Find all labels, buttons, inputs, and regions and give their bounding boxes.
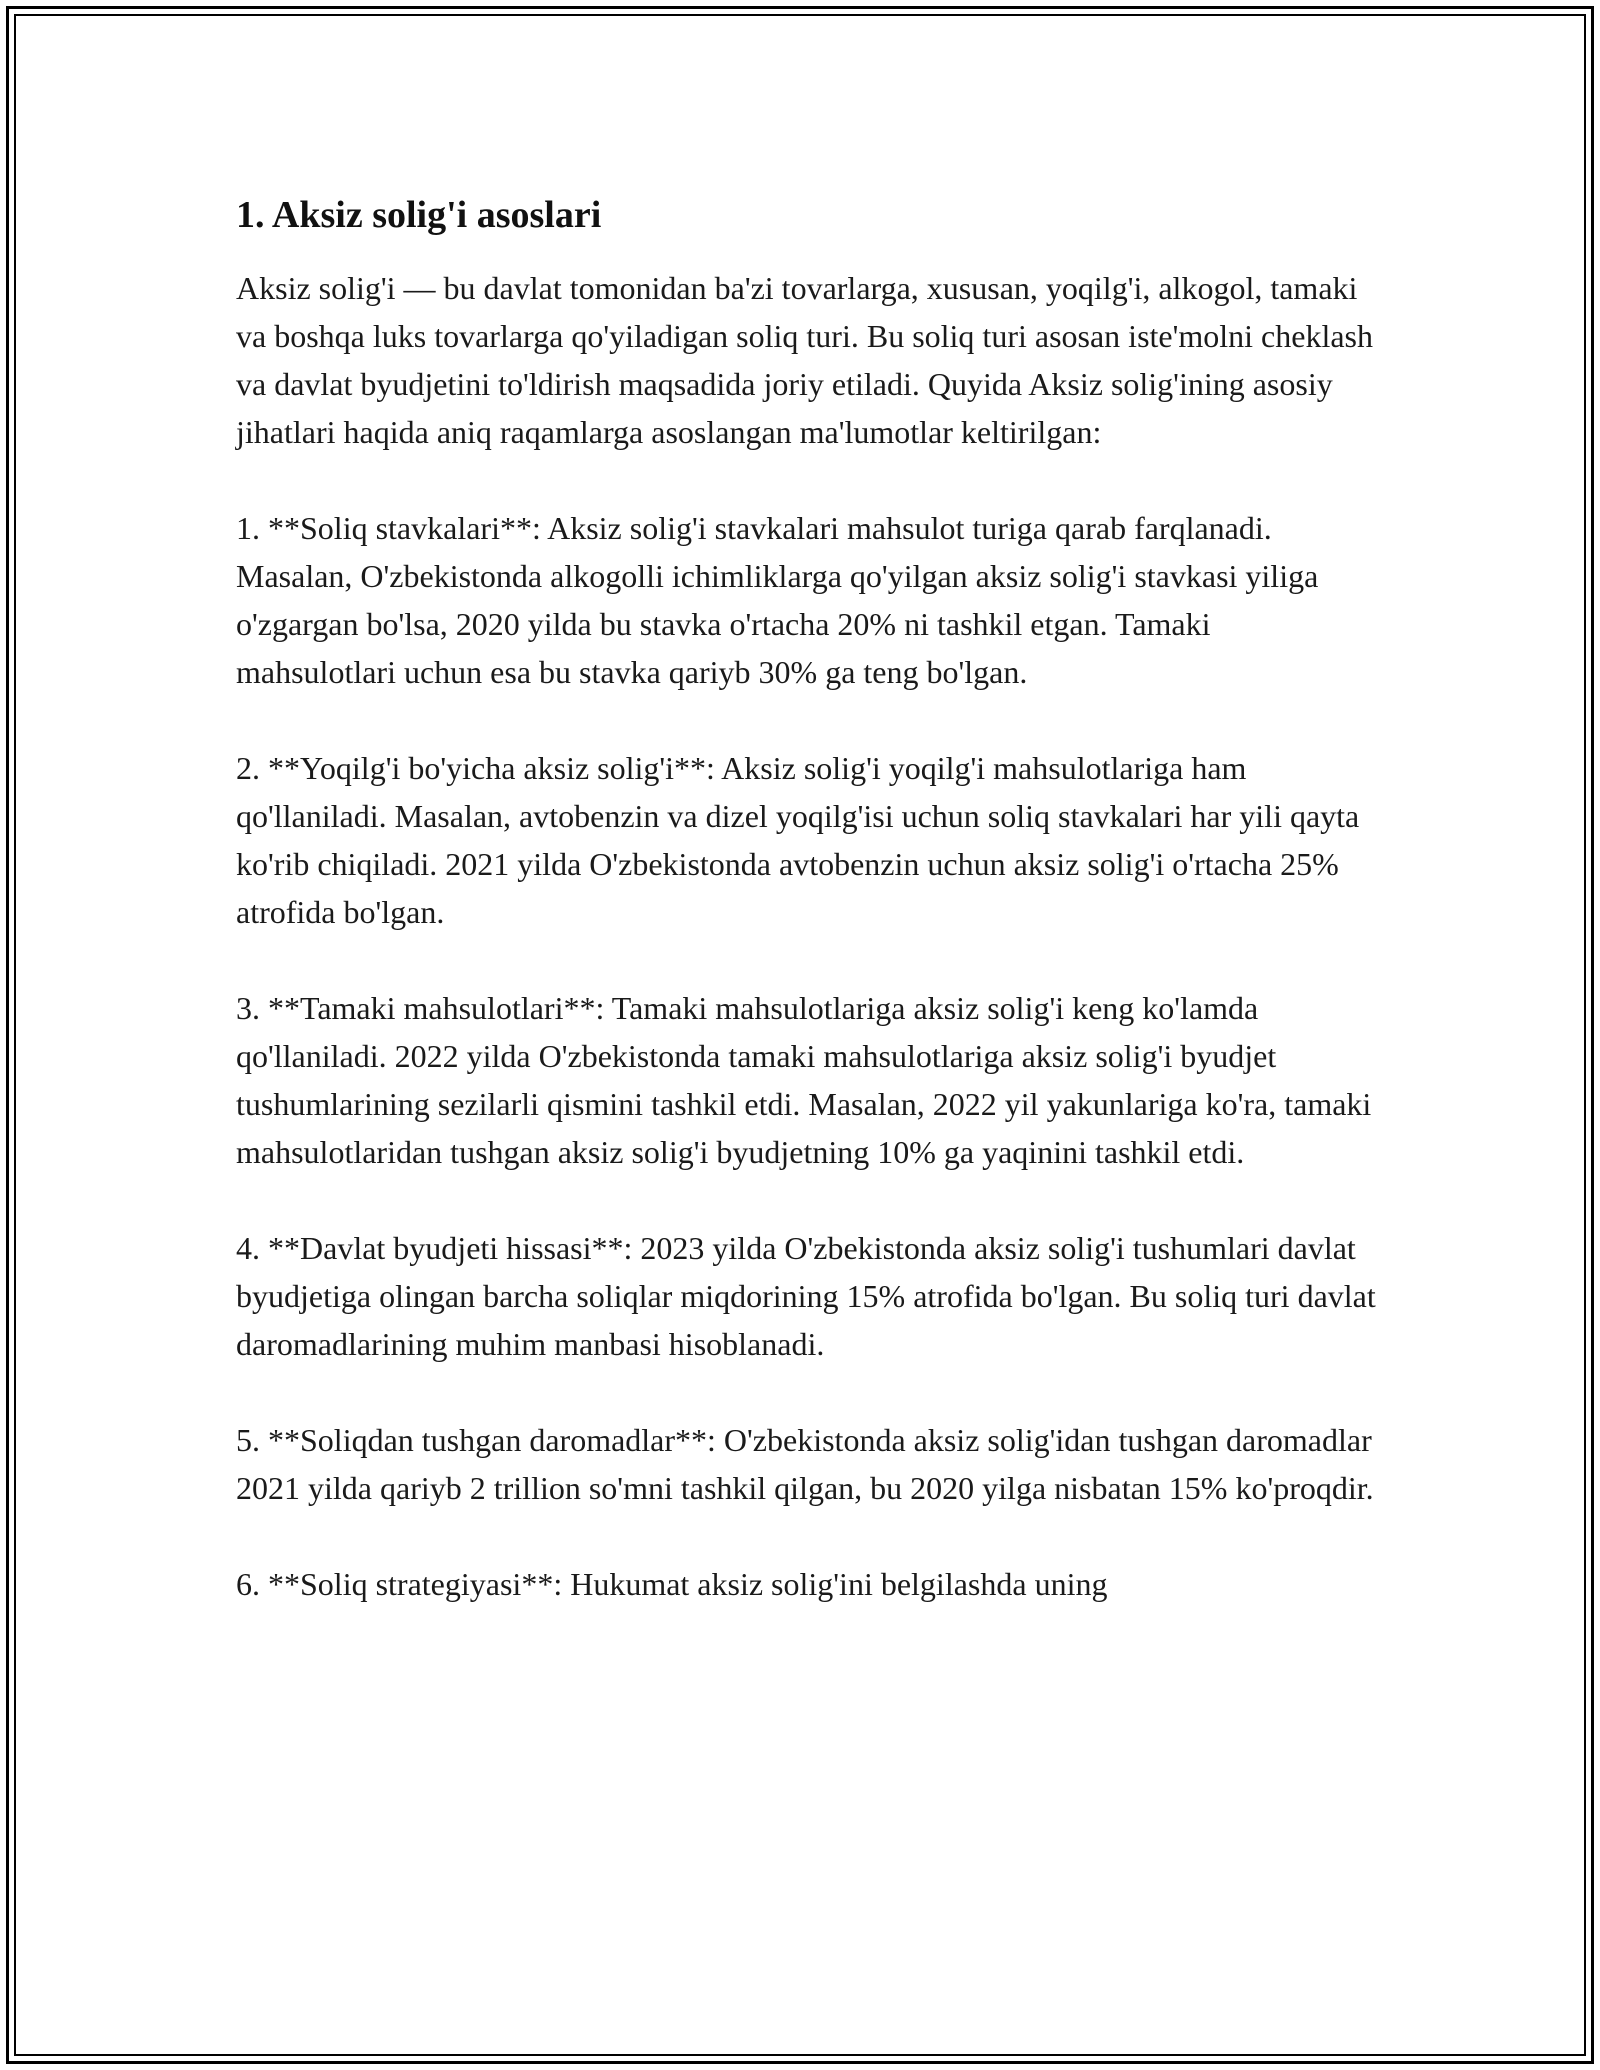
paragraph-tax-strategy: 6. **Soliq strategiyasi**: Hukumat aksiz solig'ini belgilashda uning [236, 1566, 1108, 1602]
paragraph-tax-revenue: 5. **Soliqdan tushgan daromadlar**: O'zbekistonda aksiz solig'idan tushgan daromadlar 2021 yilda qariyb 2 trillion so'mni tashkil qilgan, bu 2020 yilga nisbatan 15% ko'proqdir. [236, 1422, 1374, 1506]
paragraph-fuel-excise: 2. **Yoqilg'i bo'yicha aksiz solig'i**: Aksiz solig'i yoqilg'i mahsulotlariga ham qo'llaniladi. Masalan, avtobenzin va dizel yoqilg'isi uchun soliq stavkalari har yili qayta ko'rib chiqiladi. 2021 yilda O'zbekistonda avtobenzin uchun aksiz solig'i o'rtacha 25% atrofida bo'lgan. [236, 750, 1360, 930]
paragraph-tax-rates: 1. **Soliq stavkalari**: Aksiz solig'i stavkalari mahsulot turiga qarab farqlanadi. Masalan, O'zbekistonda alkogolli ichimliklarga qo'yilgan aksiz solig'i stavkasi yiliga o'zgargan bo'lsa, 2020 yilda bu stavka o'rtacha 20% ni tashkil etgan. Tamaki mahsulotlari uchun esa bu stavka qariyb 30% ga teng bo'lgan. [236, 510, 1319, 690]
paragraph-tobacco: 3. **Tamaki mahsulotlari**: Tamaki mahsulotlariga aksiz solig'i keng ko'lamda qo'llaniladi. 2022 yilda O'zbekistonda tamaki mahsulotlariga aksiz solig'i byudjet tushumlarining sezilarli qismini tashkil etdi. Masalan, 2022 yil yakunlariga ko'ra, tamaki mahsulotlaridan tushgan aksiz solig'i byudjetning 10% ga yaqinini tashkil etdi. [236, 990, 1372, 1170]
paragraph-budget-share: 4. **Davlat byudjeti hissasi**: 2023 yilda O'zbekistonda aksiz solig'i tushumlari davlat byudjetiga olingan barcha soliqlar miqdorining 15% atrofida bo'lgan. Bu soliq turi davlat daromadlarining muhim manbasi hisoblanadi. [236, 1230, 1376, 1362]
document-body [236, 190, 1376, 1656]
section-heading: 1. Aksiz solig'i asoslari [236, 194, 602, 236]
intro-paragraph: Aksiz solig'i — bu davlat tomonidan ba'zi tovarlarga, xususan, yoqilg'i, alkogol, tamaki va boshqa luks tovarlarga qo'yiladigan soliq turi. Bu soliq turi asosan iste'molni cheklash va davlat byudjetini to'ldirish maqsadida joriy etiladi. Quyida Aksiz solig'ining asosiy jihatlari haqida aniq raqamlarga asoslangan ma'lumotlar keltirilgan: [236, 270, 1373, 450]
